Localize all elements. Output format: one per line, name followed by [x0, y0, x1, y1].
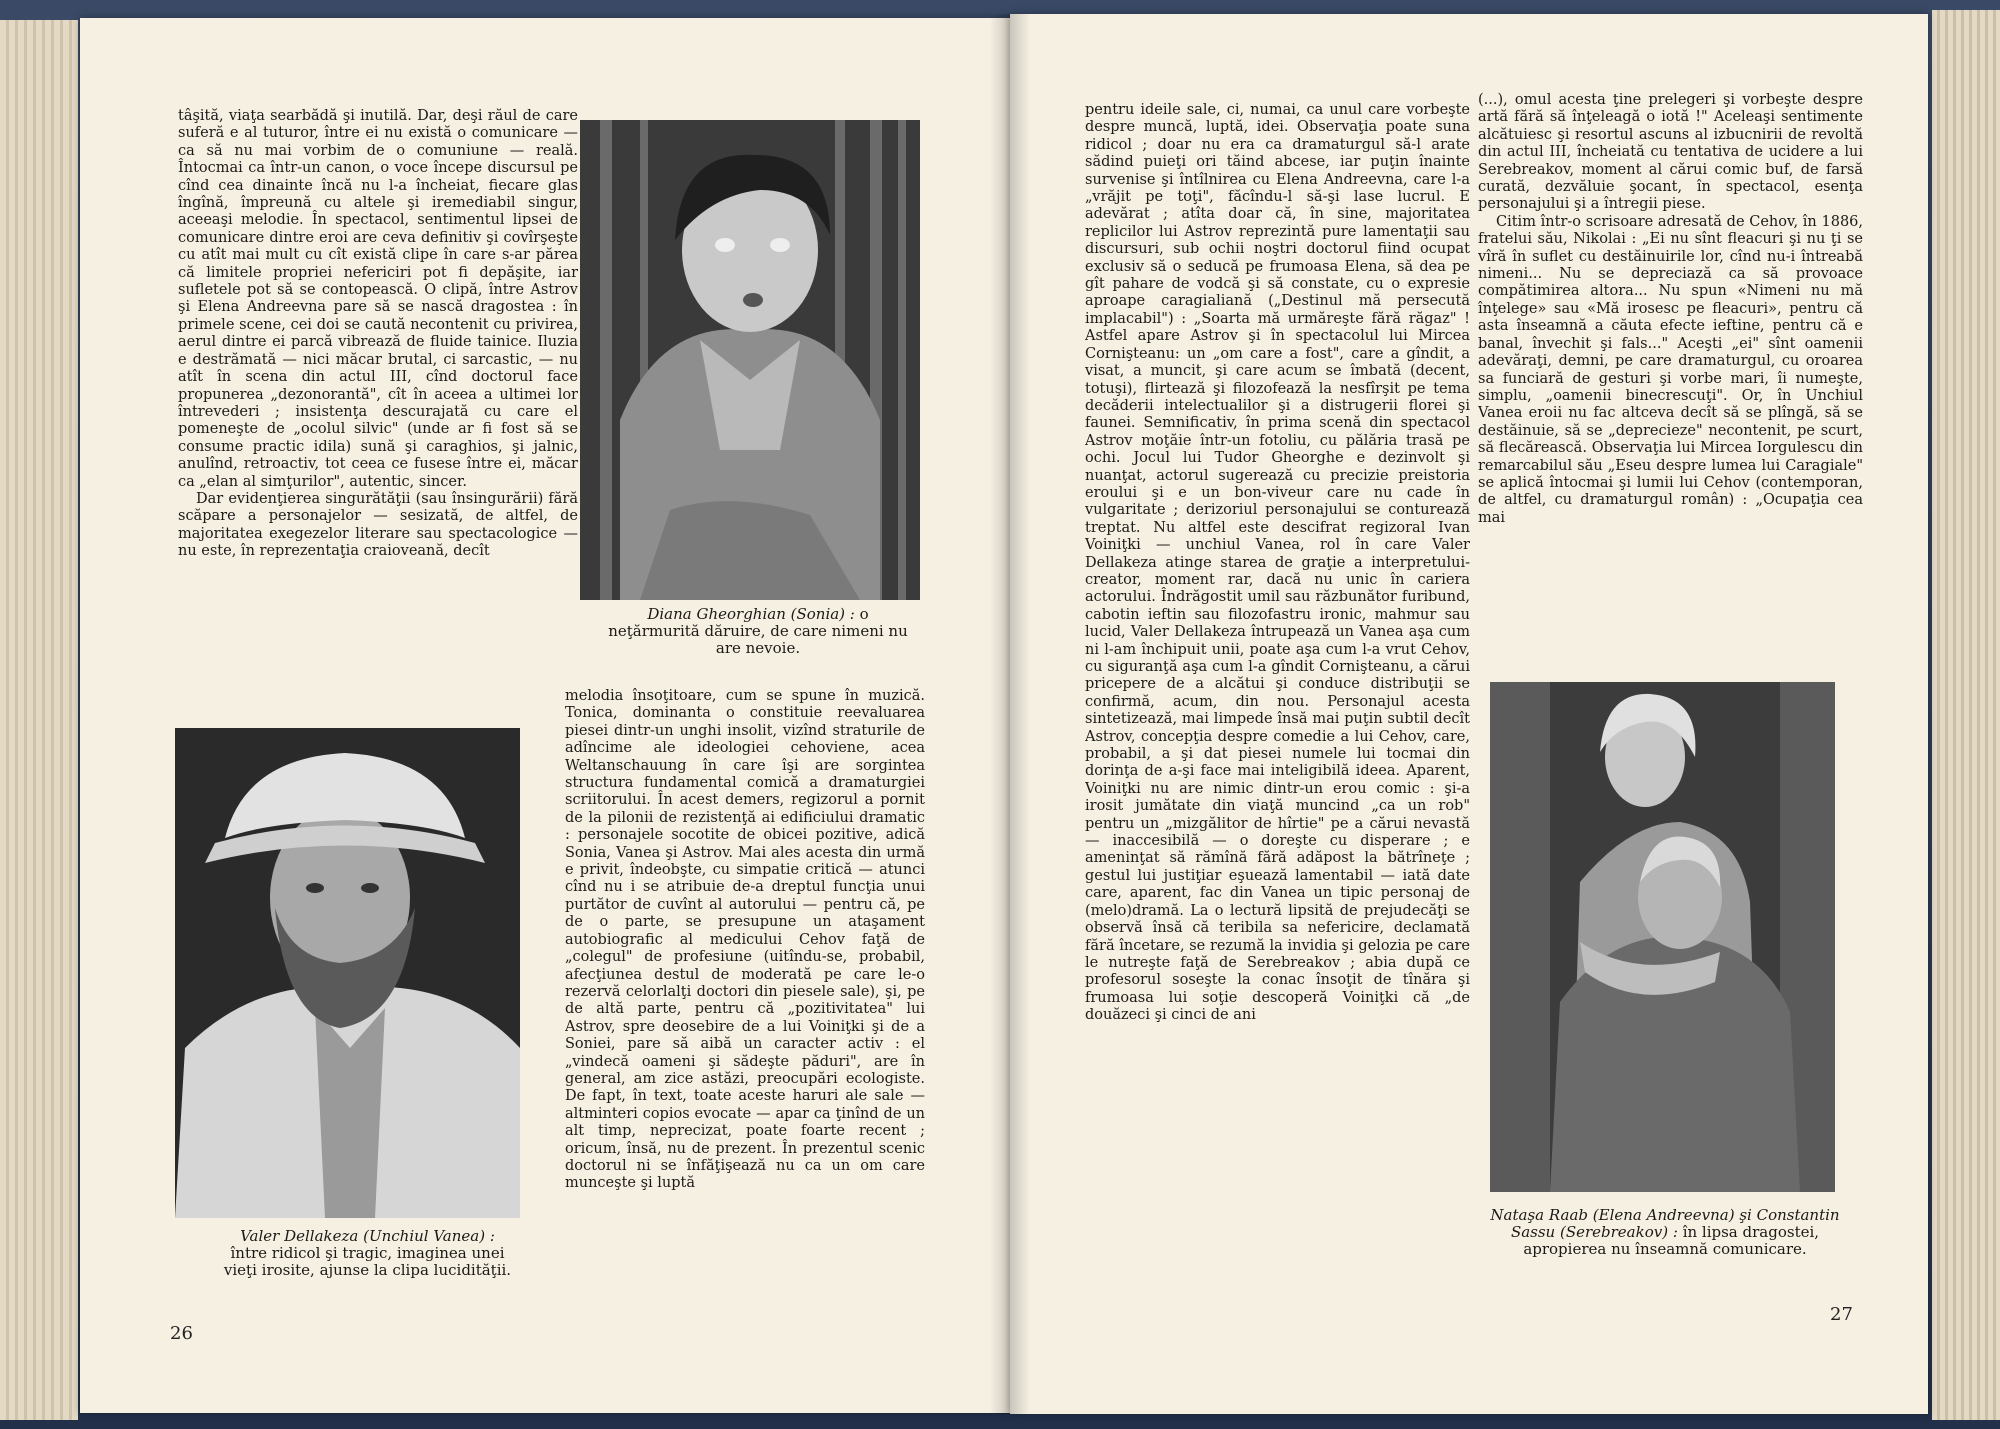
right-page-edges: [1932, 10, 2000, 1420]
left-page-edges: [0, 20, 78, 1420]
caption-name: Nataşa Raab (Elena Andreevna) şi Constantin Sassu (Serebreakov) :: [1490, 1206, 1840, 1241]
left-page: [80, 18, 1010, 1413]
caption-valer: [220, 1228, 515, 1279]
caption-text: în lipsa dragostei, apropierea nu înseamnă comunicare.: [1523, 1223, 1820, 1258]
paragraph: Citim într-o scrisoare adresată de Cehov, în 1886, fratelui său, Nikolai : „Ei nu sînt fleacuri şi nu ţi se vîră în suflet cu destăinuirile lor, cînd nu-i întreabă nimeni... Nu se depreciază ca să provoace compătimirea altora... Nu spun «Nimeni nu mă înţelege» sau «Mă irosesc pe fleacuri», pentru că asta înseamnă a căuta efecte ieftine, pentru că e banal, învechit şi fals..." Aceşti „ei" sînt oamenii adevăraţi, demni, pe care dramaturgul, cu oroarea sa funciară de gesturi şi vorbe mari, îi numeşte, simplu, „oamenii binecrescuţi". Or, în Unchiul Vanea eroii nu fac altceva decît să se plîngă, să se destăinuie, să se „deprecieze" necontenit, pe scurt, să flecărească. Observaţia lui Mircea Iorgulescu din remarcabilul său „Eseu despre lumea lui Caragiale" se aplică întocmai şi lumii lui Cehov (contemporan, de altfel, cu dramaturgul român) : „Ocupaţia cea mai: [1478, 213, 1863, 526]
photo-natasa-raab-constantin-sassu: [1490, 682, 1835, 1192]
book-gutter: [990, 14, 1030, 1414]
caption-name: Valer Dellakeza (Unchiul Vanea) :: [240, 1227, 495, 1245]
caption-natasa-constantin: [1480, 1207, 1850, 1258]
left-col1-text: [178, 108, 578, 753]
paragraph: (...), omul acesta ţine prelegeri şi vorbeşte despre artă fără să înţeleagă o iotă !" Aceleaşi sentimente alcătuiesc şi resortul ascuns al izbucnirii de revoltă din actul III, încheiată cu tentativa de ucidere a lui Serebreakov, moment al cărui comic buf, de farsă curată, dezvăluie şocant, în spectacol, esenţa personajului şi a întregii piese.: [1478, 92, 1863, 213]
caption-text: o neţărmurită dăruire, de care nimeni nu are nevoie.: [608, 605, 908, 657]
paragraph: pentru ideile sale, ci, numai, ca unul care vorbeşte despre muncă, luptă, idei. Observaţia poate suna ridicol ; doar nu era ca dramaturgul să-l arate sădind puieţi ori tăind abcese, iar puţin înainte survenise şi întîlnirea cu Elena Andreevna, care l-a „vrăjit pe toţi", făcîndu-l să-şi lase lucrul. E adevărat ; atîta doar că, în sine, majoritatea replicilor lui Astrov reprezintă pure lamentaţii sau discursuri, sub ochii noştri doctorul fiind ocupat exclusiv să o seducă pe frumoasa Elena, să dea pe gît pahare de vodcă şi să constate, cu o expresie aproape caragialiană („Destinul mă persecută implacabil") : „Soarta mă urmăreşte fără răgaz" ! Astfel apare Astrov şi în spectacolul lui Mircea Cornişteanu: un „om care a fost", care a gîndit, a visat, a muncit, şi care acum se îmbată (decent, totuşi), flirtează şi filozofează la nesfîrşit pe tema decăderii intelectualilor şi a distrugerii florei şi faunei. Semnificativ, în prima scenă din spectacol Astrov moţăie într-un fotoliu, cu pălăria trasă pe ochi. Jocul lui Tudor Gheorghe e dezinvolt şi nuanţat, actorul sugerează cu precizie preistoria eroului şi e un bon-viveur care nu cade în vulgaritate ; derizoriul personajului se conturează treptat. Nu altfel este descifrat regizoral Ivan Voiniţki — unchiul Vanea, rol în care Valer Dellakeza atinge starea de graţie a interpretului-creator, moment rar, dacă nu unic în cariera actorului. Îndrăgostit umil sau răzbunător furibund, cabotin ieftin sau filozofastru ironic, mahmur sau lucid, Valer Dellakeza întrupează un Vanea aşa cum ni l-am închipuit unii, poate aşa cum l-a vrut Cehov, cu siguranţă aşa cum l-a gîndit Cornişteanu, a cărui pricepere de a alcătui şi conduce distribuţii se confirmă, acum, din nou. Personajul acesta sintetizează, mai limpede însă mai puţin subtil decît Astrov, concepţia despre comedie a lui Cehov, care, probabil, a şi dat piesei numele lui tocmai din dorinţa de a-şi face mai inteligibilă ideea. Aparent, Voiniţki nu are nimic dintr-un erou comic : şi-a irosit jumătate din viaţă muncind „ca un rob" pentru un „mizgălitor de hîrtie" pe a cărui nevastă — inaccesibilă — o doreşte cu disperare ; e ameninţat să rămînă fără adăpost la bătrîneţe ; gestul lui justiţiar eşuează lamentabil — iată date care, aparent, fac din Vanea un tipic personaj de (melo)dramă. La o lectură lipsită de prejudecăţi se observă însă că teribila sa nefericire, declamată fără încetare, se rezumă la invidia şi gelozia pe care le nutreşte faţă de Serebreakov ; abia după ce profesorul soseşte la conac însoţit de tînăra şi frumoasa lui soţie descoperă Voiniţki că „de douăzeci şi cinci de ani: [1085, 102, 1470, 1024]
right-col1-text: [1085, 102, 1470, 1297]
page-number: 27: [1830, 1304, 1853, 1325]
right-page: [1010, 14, 1928, 1414]
photo-valer-dellakeza: [175, 728, 520, 1218]
right-col2-text: [1478, 92, 1863, 672]
caption-diana: [608, 606, 908, 657]
caption-text: între ridicol şi tragic, imaginea unei vieţi irosite, ajunse la clipa lucidităţii.: [223, 1244, 512, 1279]
page-number: 26: [170, 1323, 193, 1344]
paragraph: Dar evidenţierea singurătăţii (sau însingurării) fără scăpare a personajelor — sesizată, de altfel, de majoritatea exegezelor literare sau spectacologice — nu este, în reprezentaţia craioveană, decît: [178, 490, 578, 560]
paragraph: tâşită, viaţa searbădă şi inutilă. Dar, deşi răul de care suferă e al tuturor, între ei nu există o comunicare — ca să nu mai vorbim de o comuniune — reală. Întocmai ca într-un canon, o voce începe discursul pe cînd cea dinainte încă nu l-a încheiat, fiecare glas îngînă, împreună cu altele şi iremediabil singur, aceeaşi melodie. În spectacol, sentimentul lipsei de comunicare dintre eroi are ceva definitiv şi covîrşeşte cu atît mai mult cu cît există clipe în care s-ar părea că limitele propriei nefericiri pot fi depăşite, iar sufletele pot să se contopească. O clipă, între Astrov şi Elena Andreevna pare să se nască dragostea : în primele scene, cei doi se caută necontenit cu privirea, aerul dintre ei parcă vibrează de fluide tainice. Iluzia e destrămată — nici măcar brutal, ci sarcastic, — nu atît în scena din actul III, cînd doctorul face propunerea „dezonorantă", cît în aceea a ultimei lor întrevederi ; insistenţa descurajată cu care el pomeneşte de „ocolul silvic" (unde ar fi fost să se consume practic idila) sună şi caraghios, şi jalnic, anulînd, retroactiv, tot ceea ce fusese între ei, măcar ca „elan al simţurilor", autentic, sincer.: [178, 108, 578, 490]
caption-name: Diana Gheorghian (Sonia) :: [647, 605, 855, 623]
left-col2-text: [565, 688, 925, 1313]
photo-diana-gheorghian: [580, 120, 920, 600]
paragraph: melodia însoţitoare, cum se spune în muzică. Tonica, dominanta o constituie reevaluarea piesei dintr-un unghi insolit, vizînd straturile de adîncime ale ideologiei cehoviene, acea Weltanschauung în care îşi are sorgintea structura fundamental comică a dramaturgiei scriitorului. În acest demers, regizorul a pornit de la pilonii de rezistenţă ai edificiului dramatic : personajele socotite de obicei pozitive, adică Sonia, Vanea şi Astrov. Mai ales acesta din urmă e privit, îndeobşte, cu simpatie critică — atunci cînd nu i se atribuie de-a dreptul funcţia unui purtător de cuvînt al autorului — pentru că, pe de o parte, se presupune un ataşament autobiografic al medicului Cehov faţă de „colegul" de profesiune (uitîndu-se, probabil, afecţiunea destul de moderată pe care le-o rezervă celorlalţi doctori din piesele sale), şi, pe de altă parte, pentru că „pozitivitatea" lui Astrov, spre deosebire de a lui Voiniţki şi de a Soniei, pare să aibă un caracter activ : el „vindecă oameni şi sădeşte păduri", are în general, am zice astăzi, preocupări ecologiste. De fapt, în text, toate aceste haruri ale sale — altminteri copios evocate — apar ca ţinînd de un alt timp, neprecizat, poate foarte recent ; oricum, însă, nu de prezent. În prezentul scenic doctorul ni se înfăţişează nu ca un om care munceşte şi luptă: [565, 688, 925, 1192]
